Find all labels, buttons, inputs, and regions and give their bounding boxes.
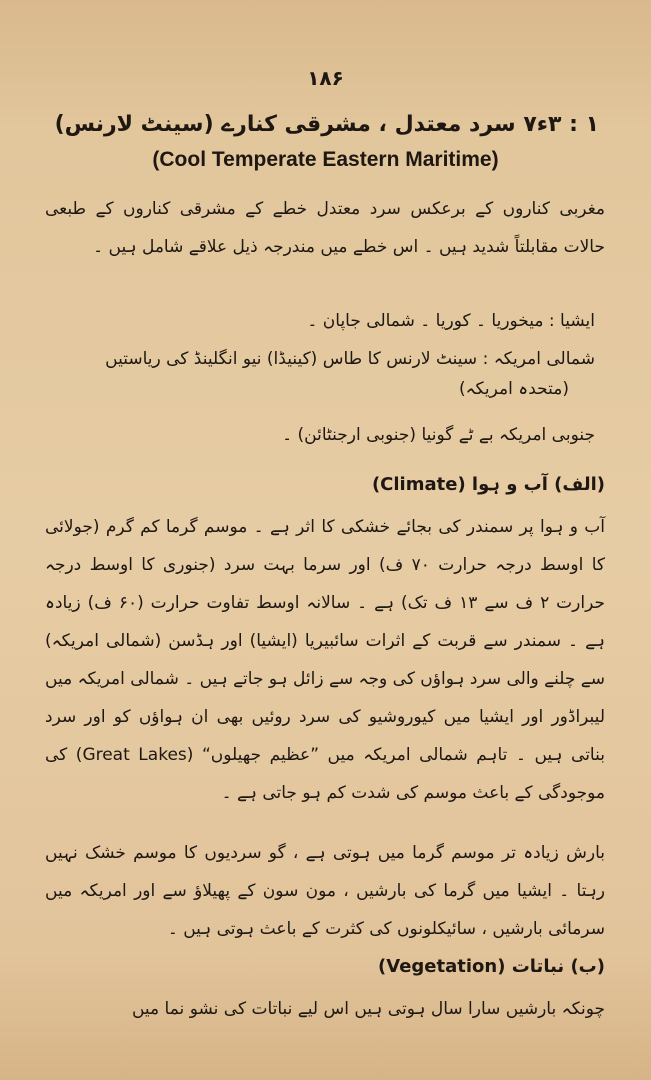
page-number: ۱۸۶ <box>307 66 344 90</box>
rain-paragraph: بارش زیادہ تر موسم گرما میں ہوتی ہے ، گو سردیوں کا موسم خشک نہیں رہتا ۔ ایشیا میں گرما کی بارشیں ، مون سون کے پھیلاؤ سے اور امریکہ میں سرمائی بارشیں ، سائیکلونوں کی کثرت کے باعث ہوتی ہیں ۔ <box>45 843 605 939</box>
climate-paragraph: آب و ہوا پر سمندر کی بجائے خشکی کا اثر ہے ۔ موسم گرما کم گرم (جولائی کا اوسط درجہ حرارت ۷۰ ف) اور سرما بہت سرد (جنوری کا اوسط درجہ حرارت ۲ ف سے ۱۳ ف تک) ہے ۔ سالانہ اوسط تفاوت حرارت (۶۰ ف) زیادہ ہے ۔ سمندر سے قربت کے اثرات سائبیریا (ایشیا) اور ہڈسن (شمالی امریکہ) سے چلنے والی سرد ہواؤں کی وجہ سے زائل ہو جاتے ہیں ۔ شمالی امریکہ میں لیبراڈور اور ایشیا میں کیوروشیو کی سرد روئیں بھی ان ہواؤں کو اور سرد بناتی ہیں ۔ تاہم شمالی امریکہ میں ”عظیم جھیلوں“ (Great Lakes) کی موجودگی کے باعث موسم کی شدت کم ہو جاتی ہے ۔ <box>45 517 606 803</box>
region-asia: ایشیا : میخوریا ۔ کوریا ۔ شمالی جاپان ۔ <box>307 311 595 331</box>
region-north-america: شمالی امریکہ : سینٹ لارنس کا طاس (کینیڈا) نیو انگلینڈ کی ریاستیں <box>105 349 595 369</box>
region-south-america: جنوبی امریکہ بے ٹے گونیا (جنوبی ارجنٹائن) ۔ <box>282 425 595 445</box>
vegetation-paragraph: چونکہ بارشیں سارا سال ہوتی ہیں اس لیے نباتات کی نشو نما میں <box>131 999 605 1019</box>
section-heading-urdu: ۱ : ۳ء۷ سرد معتدل ، مشرقی کنارے (سینٹ لارنس) <box>54 112 599 137</box>
section-heading-english: (Cool Temperate Eastern Maritime) <box>152 148 499 171</box>
climate-heading: (الف) آب و ہوا (Climate) <box>371 474 605 495</box>
vegetation-heading: (ب) نباتات (Vegetation) <box>378 956 605 977</box>
intro-paragraph: مغربی کناروں کے برعکس سرد معتدل خطے کے مشرقی کناروں کے طبعی حالات مقابلتاً شدید ہیں ۔ اس خطے میں مندرجہ ذیل علاقے شامل ہیں ۔ <box>45 199 605 257</box>
region-north-america-cont: (متحدہ امریکہ) <box>458 379 569 399</box>
